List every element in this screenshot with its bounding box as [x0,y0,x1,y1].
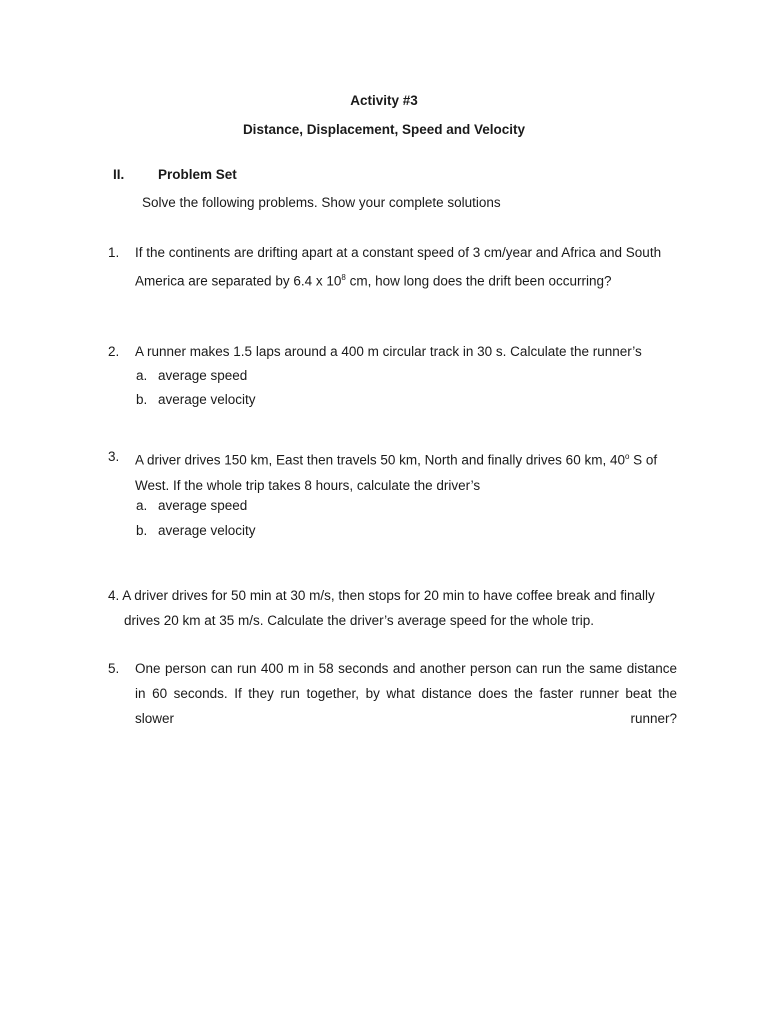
sub-letter: b. [136,523,148,538]
sub-text: average velocity [158,523,256,538]
activity-title: Activity #3 [350,93,418,108]
sub-letter: a. [136,498,148,513]
problem-text: If the continents are drifting apart at a constant speed of 3 cm/year and Africa and South America are separated by 6.4 x $10^8$ cm, how long does the drift been occurring? [135,245,662,289]
problem-number: 2. [108,344,120,359]
problem-4-line-2: drives 20 km at 35 m/s. Calculate the driver’s average speed for the whole trip. [124,613,594,628]
sub-text: average speed [158,498,248,513]
problem-text: One person can run 400 m in 58 seconds and another person can run the same distance in 60 seconds. If they run together, by what distance does the faster runner beat the slower runner? [135,661,677,726]
problem-number: 5. [108,661,120,676]
sub-text: average speed [158,368,248,383]
instructions-text: Solve the following problems. Show your complete solutions [142,195,501,210]
superscript: o [624,452,630,461]
sub-letter: b. [136,392,148,407]
superscript: 8 [341,273,346,282]
sub-letter: a. [136,368,148,383]
section-title: Problem Set [158,167,237,182]
sub-text: average velocity [158,392,256,407]
problem-4 [108,583,678,633]
problem-number: 1. [108,245,120,260]
problem-text: A driver drives 150 km, East then travels 50 km, North and finally drives 60 km, 40$^o$ S of West. If the whole trip takes 8 hours, calculate the driver’s [135,452,658,493]
problem-text: A runner makes 1.5 laps around a 400 m circular track in 30 s. Calculate the runner’s [135,344,642,359]
activity-topic: Distance, Displacement, Speed and Velocity [242,122,526,137]
problem-4-line-1: 4. A driver drives for 50 min at 30 m/s, then stops for 20 min to have coffee break and finally [108,588,655,603]
problem-number: 3. [108,449,120,464]
section-number: II. [113,167,125,182]
